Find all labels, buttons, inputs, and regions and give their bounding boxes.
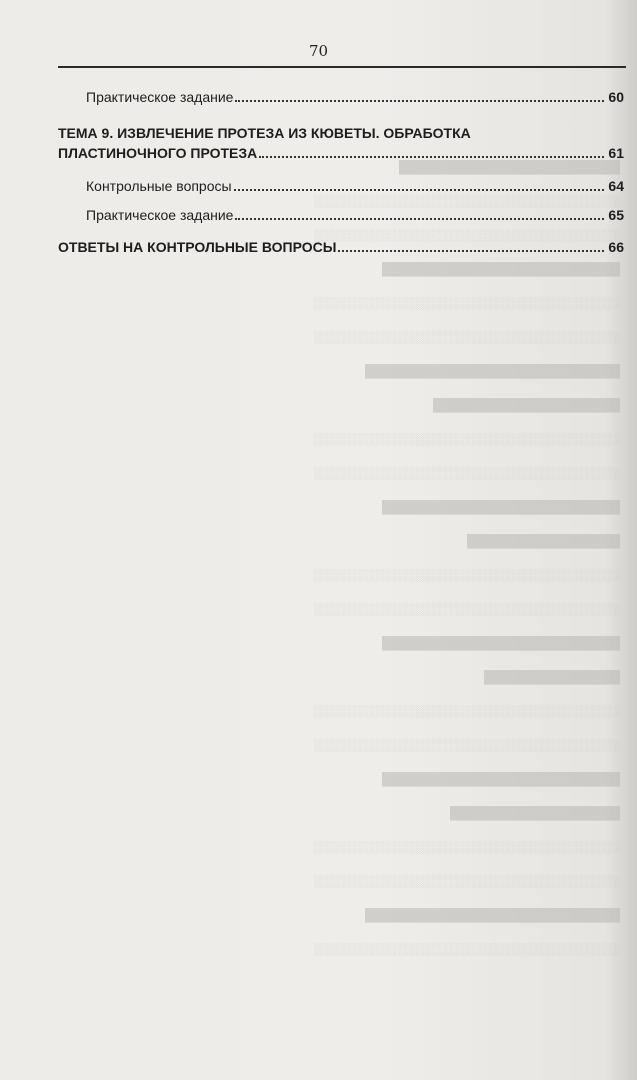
toc-entry-control-questions[interactable] bbox=[58, 177, 624, 195]
page-number: 70 bbox=[308, 42, 329, 60]
toc-entry-topic-9[interactable] bbox=[58, 144, 624, 162]
toc-entry-page: 61 bbox=[608, 145, 624, 161]
toc-entry-practical-task-2[interactable] bbox=[58, 206, 624, 224]
toc-entry-topic-9-title[interactable]: ТЕМА 9. ИЗВЛЕЧЕНИЕ ПРОТЕЗА ИЗ КЮВЕТЫ. ОБРАБОТКА bbox=[58, 125, 471, 141]
header-rule bbox=[58, 66, 626, 68]
dot-leader bbox=[338, 250, 604, 252]
toc-entry-page: 65 bbox=[608, 207, 624, 223]
toc-entry-page: 60 bbox=[608, 89, 624, 105]
toc-entry-page: 66 bbox=[608, 239, 624, 255]
dot-leader bbox=[234, 189, 605, 191]
dot-leader bbox=[235, 218, 604, 220]
toc-entry-page: 64 bbox=[608, 178, 624, 194]
toc-entry-title: Практическое задание bbox=[86, 207, 234, 223]
dot-leader bbox=[235, 100, 604, 102]
toc-entry-title: ОТВЕТЫ НА КОНТРОЛЬНЫЕ ВОПРОСЫ bbox=[58, 239, 337, 255]
toc-entry-title: Контрольные вопросы bbox=[86, 178, 232, 194]
dot-leader bbox=[259, 156, 604, 158]
toc-entry-title: ПЛАСТИНОЧНОГО ПРОТЕЗА bbox=[58, 145, 258, 161]
toc-entry-answers[interactable] bbox=[58, 238, 624, 256]
show-through-texture: ██████████████████████████ ░░░░░░░░░░░░░░░░░░░░░░░░░░░░░░░░░░░░ ░░░░░░░░░░░░░░░░░░░░░░░░░░░░░░░░░░░░ ████████████████████████████ ░░░░░░░░░░░░░░░░░░░░░░░░░░░░░░░░░░░░ ░░░░░░░░░░░░░░░░░░░░░░░░░░░░░░░░░░░░ ██████████████████████████████ ██████████████████████ ░░░░░░░░░░░░░░░░░░░░░░░░░░░░░░░░░░░░ ░░░░░░░░░░░░░░░░░░░░░░░░░░░░░░░░░░░░ ████████████████████████████ ██████████████████ ░░░░░░░░░░░░░░░░░░░░░░░░░░░░░░░░░░░░ ░░░░░░░░░░░░░░░░░░░░░░░░░░░░░░░░░░░░ ████████████████████████████ ████████████████ ░░░░░░░░░░░░░░░░░░░░░░░░░░░░░░░░░░░░ ░░░░░░░░░░░░░░░░░░░░░░░░░░░░░░░░░░░░ ████████████████████████████ ████████████████████ ░░░░░░░░░░░░░░░░░░░░░░░░░░░░░░░░░░░░ ░░░░░░░░░░░░░░░░░░░░░░░░░░░░░░░░░░░░ ██████████████████████████████ ░░░░░░░░░░░░░░░░░░░░░░░░░░░░░░░░░░░░ bbox=[313, 160, 620, 956]
toc-entry-title: Практическое задание bbox=[86, 89, 234, 105]
toc-entry-practical-task[interactable] bbox=[58, 88, 624, 106]
